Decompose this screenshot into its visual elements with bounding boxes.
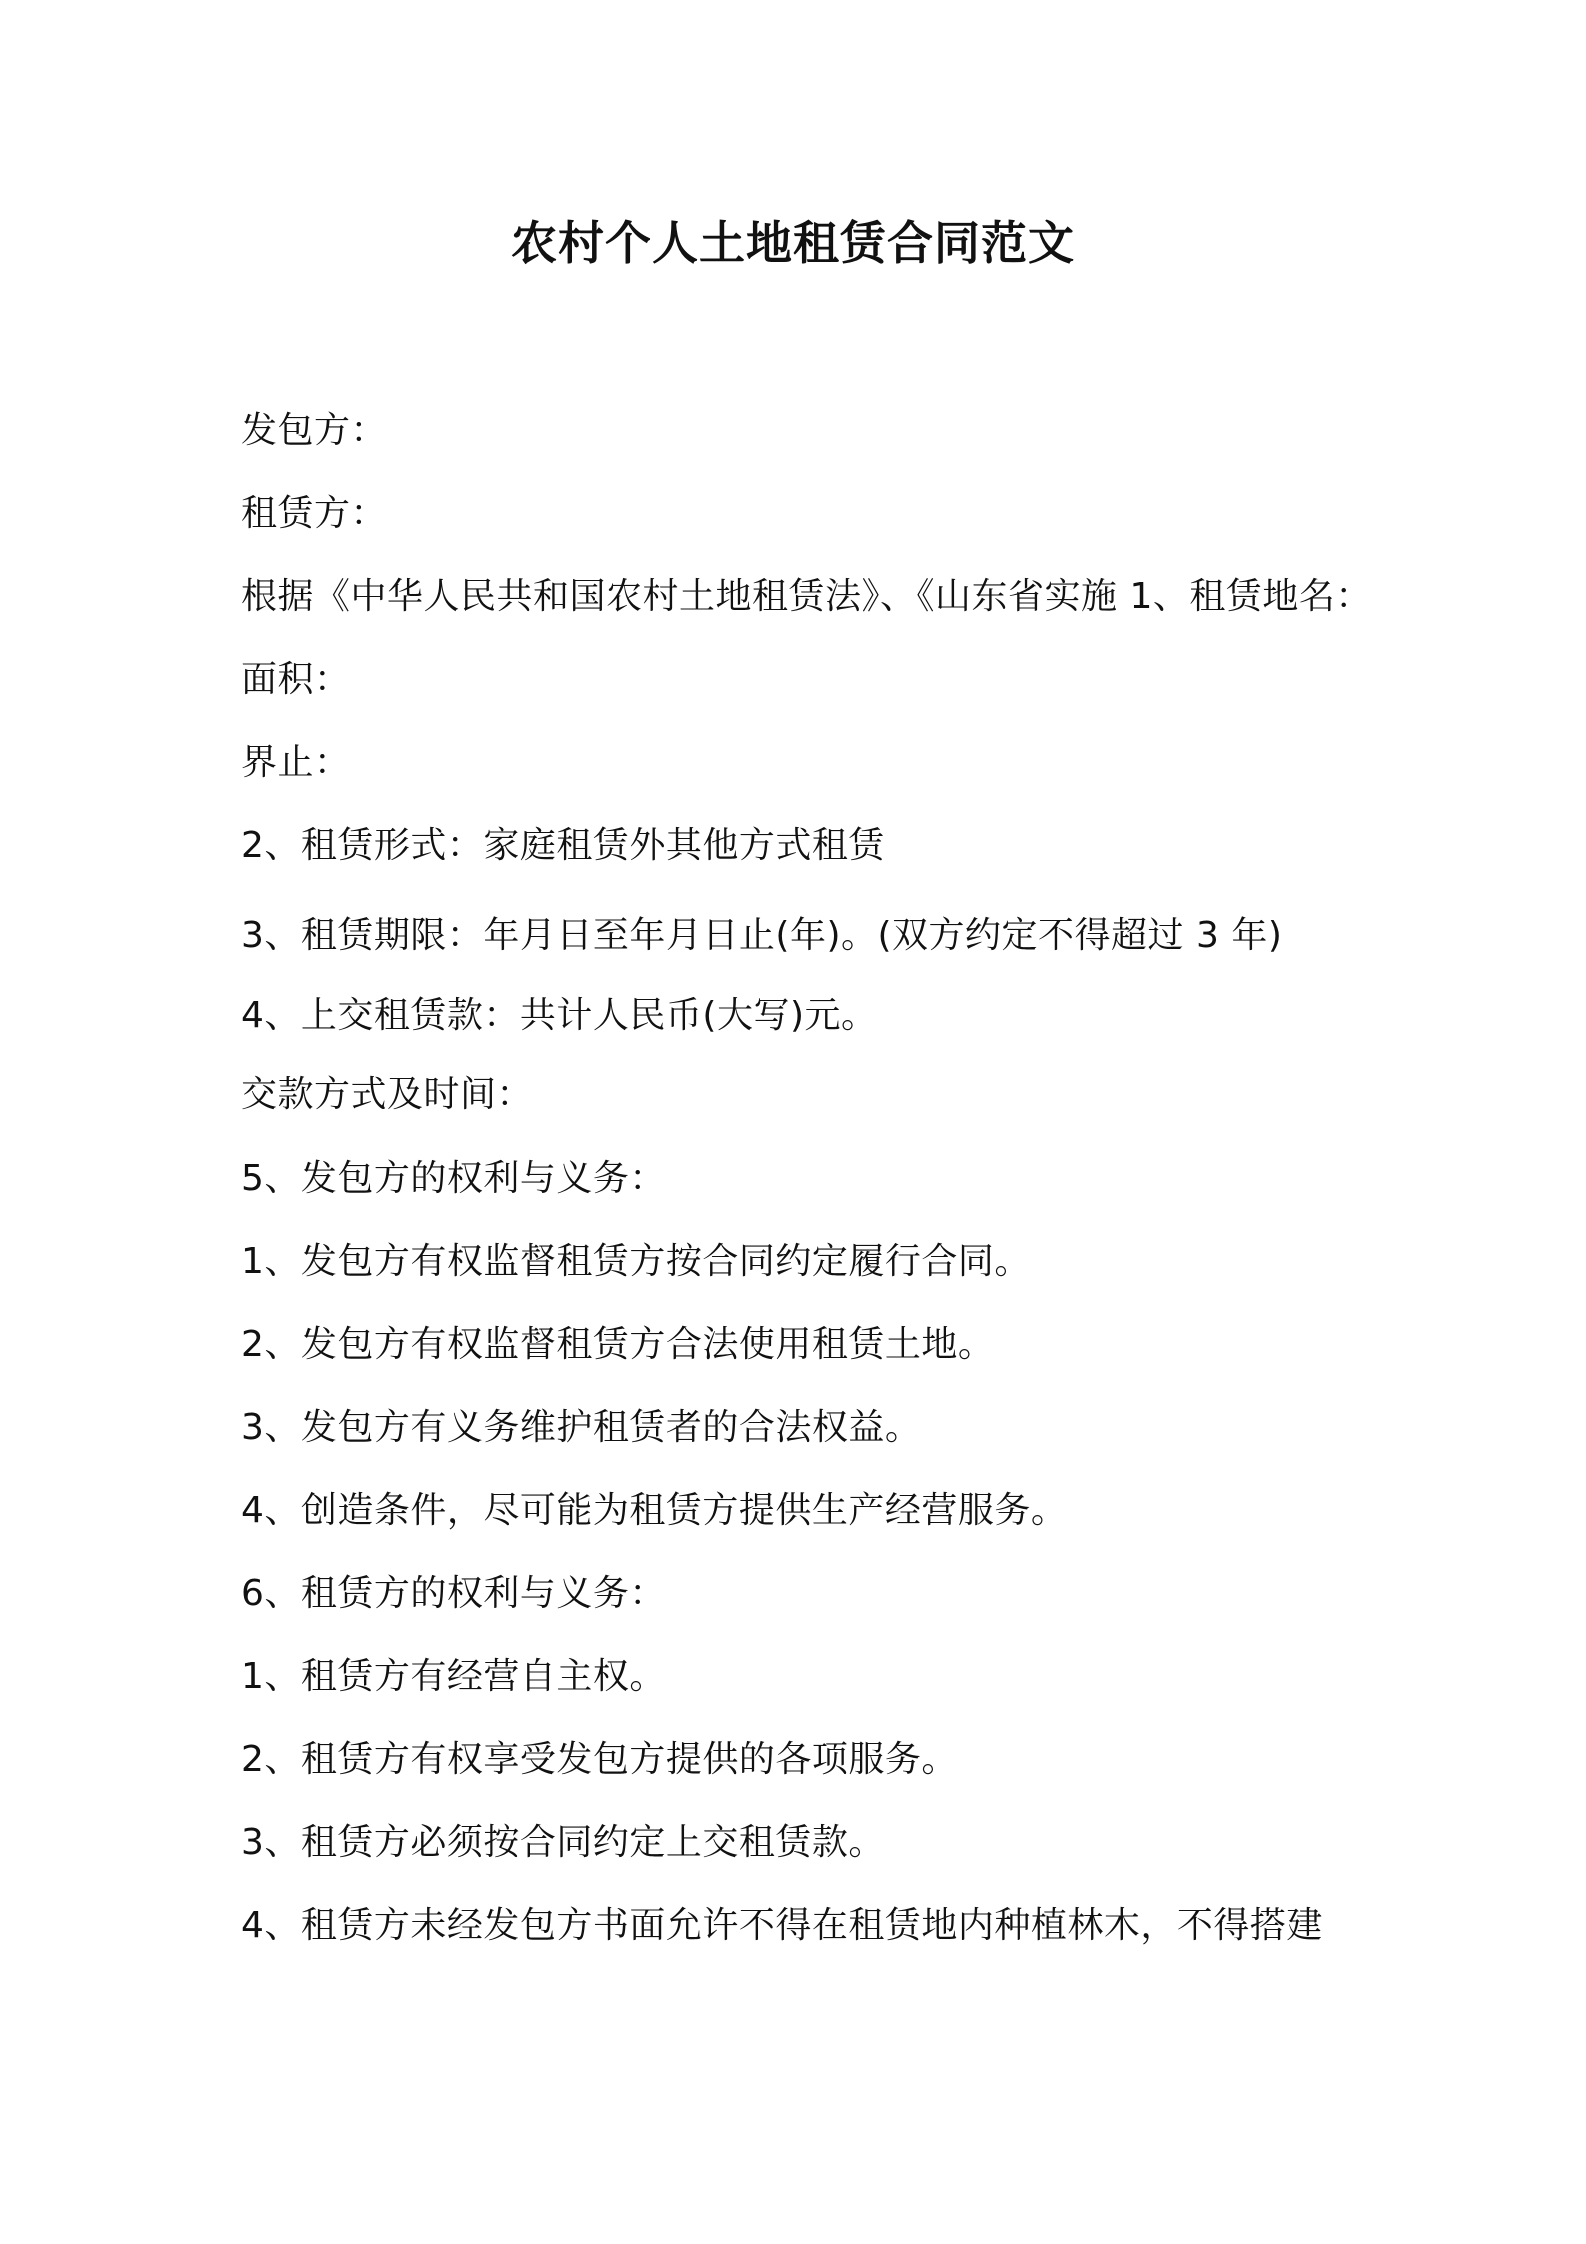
line-contractor-rights: 5、发包方的权利与义务：: [241, 1158, 666, 1199]
line-lease-form: 2、租赁形式：家庭租赁外其他方式租赁: [241, 825, 885, 866]
document-title: 农村个人土地租赁合同范文: [511, 216, 1075, 270]
line-lessee-right-2: 2、租赁方有权享受发包方提供的各项服务。: [241, 1739, 958, 1780]
line-area: 面积：: [241, 659, 351, 700]
line-lease-payment: 4、上交租赁款：共计人民币(大写)元。: [241, 995, 878, 1036]
line-contractor-right-4: 4、创造条件，尽可能为租赁方提供生产经营服务。: [241, 1490, 1068, 1531]
line-contractor-right-1: 1、发包方有权监督租赁方按合同约定履行合同。: [241, 1241, 1031, 1282]
line-lease-term: 3、租赁期限：年月日至年月日止(年)。(双方约定不得超过 3 年): [241, 915, 1283, 956]
line-lessee-right-3: 3、租赁方必须按合同约定上交租赁款。: [241, 1822, 885, 1863]
line-lessee-right-1: 1、租赁方有经营自主权。: [241, 1656, 666, 1697]
line-lessee-rights: 6、租赁方的权利与义务：: [241, 1573, 666, 1614]
line-contractor-right-2: 2、发包方有权监督租赁方合法使用租赁土地。: [241, 1324, 995, 1365]
line-lessee-right-4: 4、租赁方未经发包方书面允许不得在租赁地内种植林木，不得搭建: [241, 1905, 1323, 1946]
line-legal-basis: 根据《中华人民共和国农村土地租赁法》、《山东省实施 1、租赁地名：: [241, 576, 1372, 617]
line-contractor-party: 发包方：: [241, 410, 388, 451]
line-boundary: 界止：: [241, 742, 351, 783]
line-lessee-party: 租赁方：: [241, 493, 388, 534]
line-payment-method: 交款方式及时间：: [241, 1074, 534, 1115]
line-contractor-right-3: 3、发包方有义务维护租赁者的合法权益。: [241, 1407, 922, 1448]
